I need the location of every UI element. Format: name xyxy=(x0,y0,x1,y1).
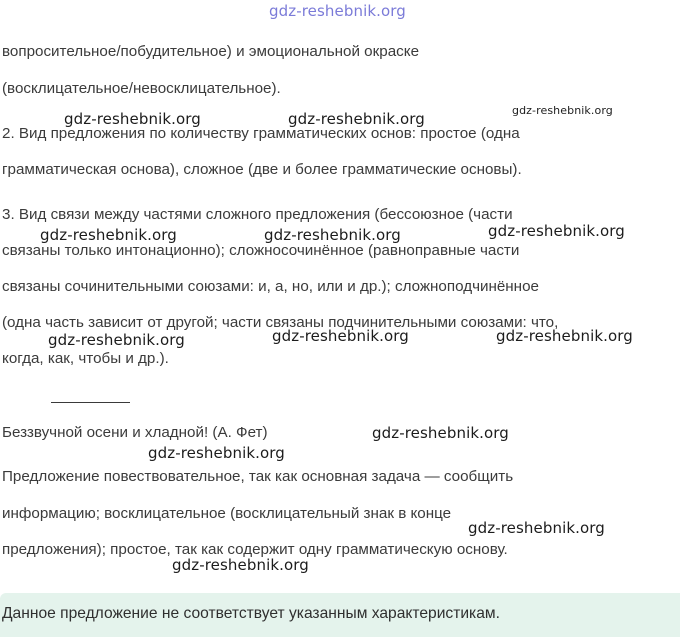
example-sentence: Беззвучной осени и хладной! (А. Фет) xyxy=(2,424,268,441)
watermark: gdz-reshebnik.org xyxy=(488,222,625,240)
analysis-line-1: Предложение повествовательное, так как основная задача — сообщить xyxy=(2,468,514,485)
theory-line-1: вопросительное/побудительное) и эмоциональной окраске xyxy=(2,43,420,60)
watermark: gdz-reshebnik.org xyxy=(272,327,409,345)
watermark: gdz-reshebnik.org xyxy=(496,327,633,345)
watermark: gdz-reshebnik.org xyxy=(512,104,613,117)
watermark-top: gdz-reshebnik.org xyxy=(269,2,406,20)
analysis-line-2: информацию; восклицательное (восклицательный знак в конце xyxy=(2,505,452,522)
theory-line-2: (восклицательное/невосклицательное). xyxy=(2,80,281,97)
watermark: gdz-reshebnik.org xyxy=(48,331,185,349)
watermark: gdz-reshebnik.org xyxy=(40,226,177,244)
theory-line-7: связаны сочинительными союзами: и, а, но, или и др.); сложноподчинённое xyxy=(2,278,539,295)
watermark: gdz-reshebnik.org xyxy=(288,110,425,128)
theory-line-4: грамматическая основа), сложное (две и более грамматические основы). xyxy=(2,161,522,178)
theory-line-9: когда, как, чтобы и др.). xyxy=(2,350,169,367)
theory-line-3: 2. Вид предложения по количеству грамматических основ: простое (одна xyxy=(2,125,520,142)
theory-line-5: 3. Вид связи между частями сложного предложения (бессоюзное (части xyxy=(2,206,513,223)
watermark: gdz-reshebnik.org xyxy=(468,519,605,537)
separator-line xyxy=(51,402,130,403)
watermark: gdz-reshebnik.org xyxy=(148,444,285,462)
watermark: gdz-reshebnik.org xyxy=(372,424,509,442)
analysis-line-3: предложения); простое, так как содержит одну грамматическую основу. xyxy=(2,541,508,558)
watermark: gdz-reshebnik.org xyxy=(172,556,309,574)
theory-line-8: (одна часть зависит от другой; части связаны подчинительными союзами: что, xyxy=(2,314,559,331)
watermark: gdz-reshebnik.org xyxy=(264,226,401,244)
watermark: gdz-reshebnik.org xyxy=(64,110,201,128)
conclusion-callout xyxy=(0,593,680,637)
conclusion-text: Данное предложение не соответствует указанным характеристикам. xyxy=(2,605,500,622)
theory-line-6: связаны только интонационно); сложносочинённое (равноправные части xyxy=(2,242,520,259)
